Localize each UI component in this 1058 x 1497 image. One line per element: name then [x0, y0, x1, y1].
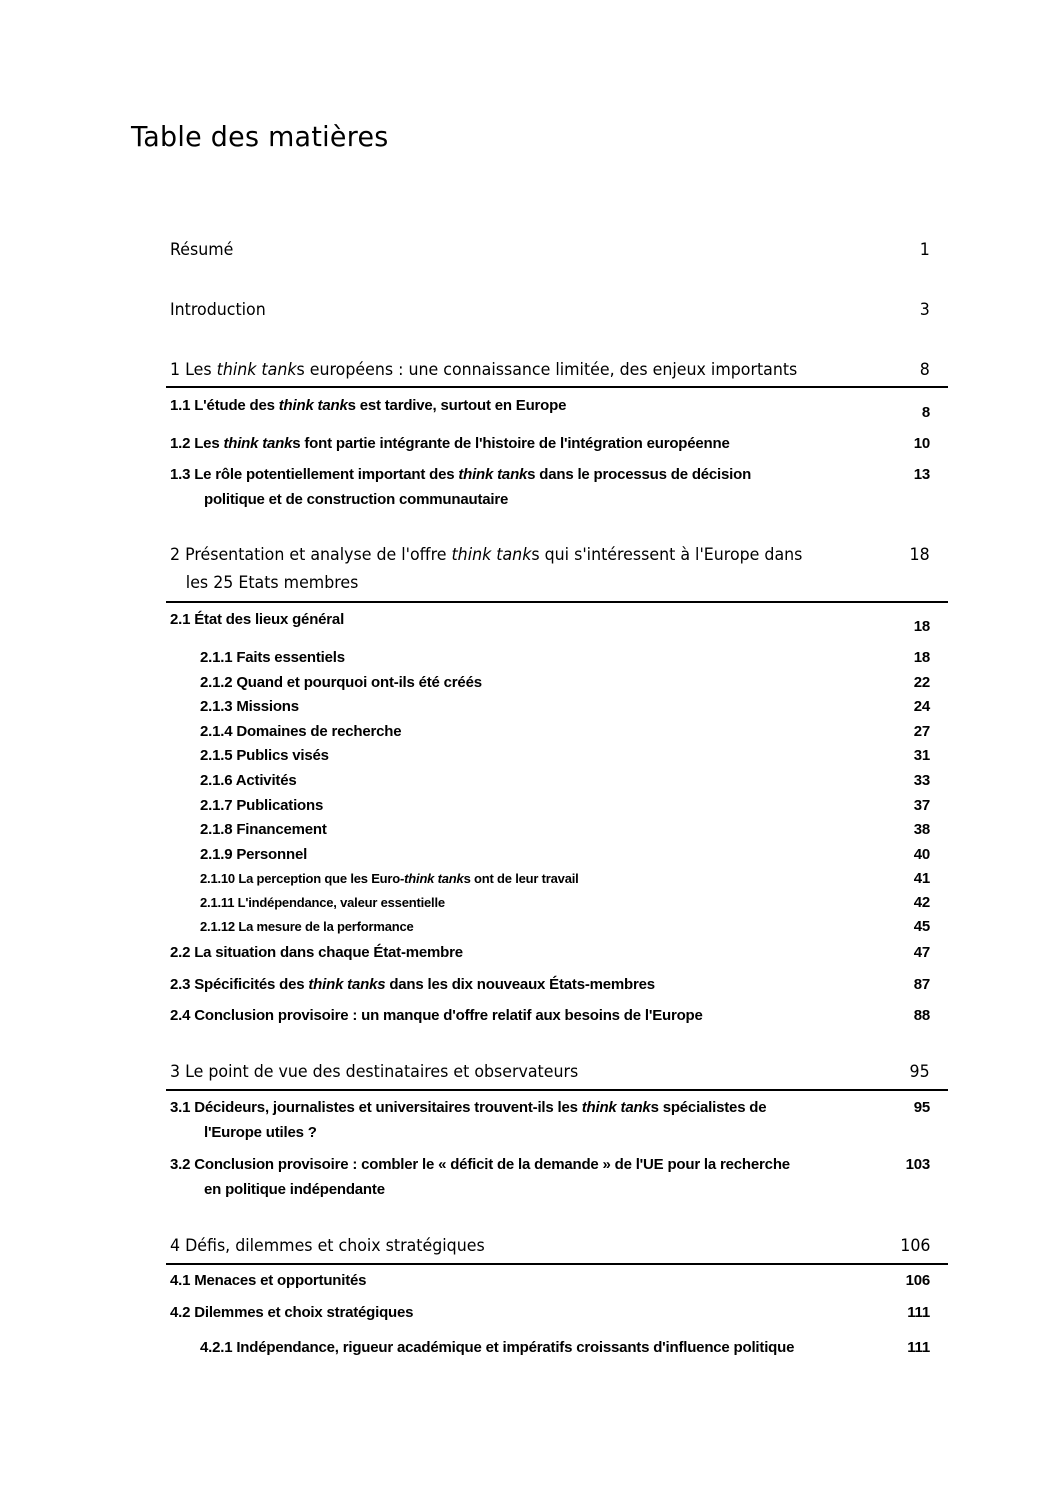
title-segment: 2.1.1 Faits essentiels — [200, 649, 345, 666]
title-segment: s qui s'intéressent à l'Europe dans — [531, 545, 803, 565]
chapter-divider — [166, 386, 948, 388]
title-segment: 2.4 Conclusion provisoire : un manque d'offre relatif aux besoins de l'Europe — [170, 1007, 703, 1024]
toc-entry-title — [200, 645, 900, 670]
toc-entry-title — [170, 1152, 870, 1202]
italic-term: think tank — [581, 1099, 651, 1116]
title-segment: 2.1.2 Quand et pourquoi ont-ils été créés — [200, 674, 482, 691]
toc-entry-page-number: 38 — [913, 821, 930, 838]
title-segment: 1 Les — [170, 360, 217, 380]
toc-entry-title — [170, 356, 821, 384]
toc-entry-title — [170, 236, 821, 264]
toc-entry-page-number: 1 — [919, 240, 930, 260]
title-segment: 4 Défis, dilemmes et choix stratégiques — [170, 1236, 485, 1256]
toc-entry-title — [200, 866, 900, 891]
toc-entry-title-continuation: politique et de construction communautaire — [204, 491, 509, 508]
title-segment: s font partie intégrante de l'histoire de l'intégration européenne — [292, 435, 730, 452]
title-segment: 4.2 Dilemmes et choix stratégiques — [170, 1304, 414, 1321]
italic-term: think tank — [458, 466, 528, 483]
toc-entry-title — [200, 694, 900, 719]
toc-entry-title — [200, 743, 900, 768]
title-segment: 2 Présentation et analyse de l'offre — [170, 545, 452, 565]
title-segment: 3.1 Décideurs, journalistes et universitaires trouvent-ils les — [170, 1099, 582, 1116]
title-segment: 2.1 État des lieux général — [170, 611, 345, 628]
toc-entry-page-number: 103 — [905, 1156, 930, 1173]
toc-entry-title — [200, 1335, 900, 1360]
chapter-divider — [166, 1263, 948, 1265]
toc-entry-title — [170, 1300, 870, 1325]
toc-entry-title — [200, 793, 900, 818]
title-segment: 2.1.3 Missions — [200, 698, 299, 715]
toc-entry-title — [170, 431, 870, 456]
title-segment: s spécialistes de — [650, 1099, 767, 1116]
italic-term: think tank — [223, 435, 293, 452]
toc-entry-title — [200, 914, 900, 939]
toc-entry-title-continuation: l'Europe utiles ? — [204, 1124, 317, 1141]
toc-entry-page-number: 33 — [913, 772, 930, 789]
toc-entry-title — [170, 1058, 821, 1086]
page-title: Table des matières — [131, 120, 389, 153]
toc-entry-page-number: 88 — [913, 1007, 930, 1024]
toc-entry-page-number: 8 — [919, 360, 930, 380]
toc-entry-title — [200, 890, 900, 915]
toc-entry-page-number: 27 — [913, 723, 930, 740]
title-segment: 2.1.4 Domaines de recherche — [200, 723, 402, 740]
title-segment: s ont de leur travail — [463, 871, 579, 886]
title-segment: 2.1.8 Financement — [200, 821, 327, 838]
title-segment: 1.2 Les — [170, 435, 224, 452]
title-segment: 1.3 Le rôle potentiellement important des — [170, 466, 459, 483]
title-segment: 3 Le point de vue des destinataires et observateurs — [170, 1062, 579, 1082]
title-segment: 3.2 Conclusion provisoire : combler le « déficit de la demande » de l'UE pour la recherche — [170, 1156, 790, 1173]
italic-term: think tank — [451, 545, 532, 565]
toc-entry-title — [200, 719, 900, 744]
toc-entry-title-continuation: en politique indépendante — [204, 1181, 385, 1198]
toc-entry-title — [200, 842, 900, 867]
title-segment: 2.1.11 L'indépendance, valeur essentielle — [200, 895, 445, 910]
title-segment: 2.1.9 Personnel — [200, 846, 308, 863]
toc-entry-title — [200, 817, 900, 842]
chapter-divider — [166, 601, 948, 603]
toc-entry-page-number: 45 — [913, 918, 930, 935]
toc-entry-page-number: 22 — [913, 674, 930, 691]
toc-entry-page-number: 42 — [913, 894, 930, 911]
toc-entry-page-number: 106 — [899, 1236, 930, 1256]
italic-term: think tank — [404, 871, 464, 886]
title-segment: 2.3 Spécificités des — [170, 976, 309, 993]
toc-entry-page-number: 13 — [913, 466, 930, 483]
toc-entry-page-number: 47 — [913, 944, 930, 961]
toc-entry-title — [170, 1003, 870, 1028]
toc-entry-title — [170, 462, 870, 512]
toc-entry-title — [200, 670, 900, 695]
chapter-divider — [166, 1089, 948, 1091]
toc-entry-title — [170, 393, 870, 418]
title-segment: 1.1 L'étude des — [170, 397, 279, 414]
title-segment: 2.1.12 La mesure de la performance — [200, 919, 414, 934]
toc-entry-title — [170, 607, 870, 632]
toc-entry-page-number: 10 — [913, 435, 930, 452]
title-segment: Résumé — [170, 240, 234, 260]
toc-entry-page-number: 37 — [913, 797, 930, 814]
toc-entry-page-number: 95 — [913, 1099, 930, 1116]
toc-entry-page-number: 24 — [913, 698, 930, 715]
toc-entry-page-number: 18 — [913, 618, 930, 635]
italic-term: think tank — [278, 397, 348, 414]
toc-entry-page-number: 18 — [913, 649, 930, 666]
title-segment: dans les dix nouveaux États-membres — [385, 976, 655, 993]
title-segment: s est tardive, surtout en Europe — [347, 397, 567, 414]
toc-entry-page-number: 111 — [907, 1304, 930, 1321]
toc-entry-title — [170, 972, 870, 997]
toc-entry-title — [170, 940, 870, 965]
toc-entry-title — [170, 1095, 870, 1145]
toc-entry-page-number: 18 — [909, 545, 930, 565]
title-segment: 4.2.1 Indépendance, rigueur académique et impératifs croissants d'influence politique — [200, 1339, 795, 1356]
title-segment: Introduction — [170, 300, 266, 320]
italic-term: think tank — [216, 360, 297, 380]
toc-entry-title — [170, 296, 821, 324]
title-segment: 2.1.10 La perception que les Euro- — [200, 871, 405, 886]
title-segment: 2.1.7 Publications — [200, 797, 324, 814]
toc-entry-page-number: 87 — [913, 976, 930, 993]
italic-term: think tanks — [308, 976, 386, 993]
toc-entry-page-number: 111 — [907, 1339, 930, 1356]
title-segment: s dans le processus de décision — [527, 466, 752, 483]
title-segment: s européens : une connaissance limitée, des enjeux importants — [296, 360, 798, 380]
toc-entry-page-number: 8 — [921, 404, 930, 421]
toc-entry-page-number: 41 — [913, 870, 930, 887]
title-segment: 4.1 Menaces et opportunités — [170, 1272, 367, 1289]
toc-entry-title — [200, 768, 900, 793]
toc-entry-title-continuation: les 25 Etats membres — [185, 573, 359, 593]
toc-entry-title — [170, 1268, 870, 1293]
toc-entry-page-number: 95 — [909, 1062, 930, 1082]
toc-entry-page-number: 40 — [913, 846, 930, 863]
toc-entry-page-number: 31 — [913, 747, 930, 764]
toc-entry-page-number: 3 — [919, 300, 930, 320]
title-segment: 2.2 La situation dans chaque État-membre — [170, 944, 463, 961]
toc-entry-title — [170, 1232, 821, 1260]
toc-entry-page-number: 106 — [905, 1272, 930, 1289]
title-segment: 2.1.5 Publics visés — [200, 747, 329, 764]
toc-entry-title — [170, 541, 821, 597]
title-segment: 2.1.6 Activités — [200, 772, 297, 789]
